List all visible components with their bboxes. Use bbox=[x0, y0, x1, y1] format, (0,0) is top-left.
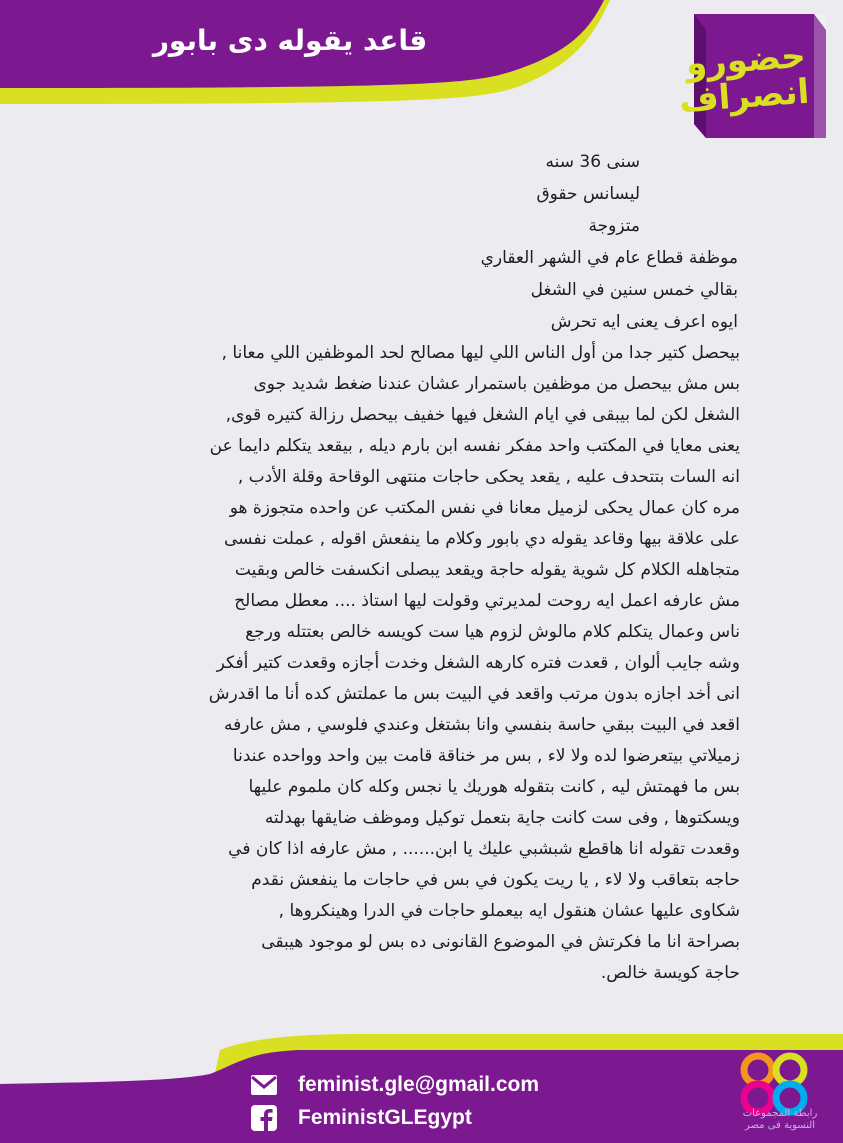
org-name-line-1: رابطة المجموعات bbox=[742, 1108, 818, 1119]
testimony-text bbox=[150, 146, 740, 989]
story-line: حاجه بتعاقب ولا لاء , يا ريت يكون في بس في حاجات ما ينفعش نقدم bbox=[251, 870, 740, 890]
profile-tenure: بقالي خمس سنين في الشغل bbox=[530, 280, 738, 300]
story-line: الشغل لكن لما بيبقى في ايام الشغل فيها خفيف بيحصل رزالة كتيره قوى, bbox=[225, 405, 740, 425]
mail-icon bbox=[250, 1072, 278, 1098]
story-line: على علاقة بيها وقاعد يقوله دي بابور وكلام ما ينفعش اقوله , عملت نفسى bbox=[224, 529, 740, 549]
story-line: ناس وعمال يتكلم كلام مالوش لزوم هيا ست كويسه خالص بعتتله ورجع bbox=[245, 622, 740, 642]
story-line: متجاهله الكلام كل شوية يقوله حاجة ويقعد يبصلى انكسفت خالص وبقيت bbox=[234, 560, 740, 580]
email-contact[interactable] bbox=[250, 1070, 539, 1100]
story-line: بس مش بيحصل من موظفين باستمرار عشان عندنا ضغط شديد جوى bbox=[253, 374, 740, 394]
story-line: شكاوى عليها عشان هنقول ايه بيعملو حاجات في الدرا وهينكروها , bbox=[278, 901, 740, 921]
story-line: انه السات بتتحدف عليه , يقعد يحكى حاجات منتهى الوقاحة وقلة الأدب , bbox=[237, 467, 740, 487]
logo-line-2: انصراف bbox=[677, 71, 811, 121]
email-address[interactable]: feminist.gle@gmail.com bbox=[298, 1073, 540, 1096]
story-line: وقعدت تقوله انا هاقطع شبشبي عليك يا ابن...... , مش عارفه اذا كان في bbox=[228, 839, 740, 859]
org-name bbox=[730, 1108, 830, 1132]
profile-awareness: ايوه اعرف يعنى ايه تحرش bbox=[550, 312, 738, 332]
logo-line-1: حضورو bbox=[684, 35, 808, 85]
story-line: يعنى معايا في المكتب واحد مفكر نفسه ابن بارم ديله , بيقعد يتكلم دايما عن bbox=[209, 436, 740, 456]
org-name-line-2: النسوية فى مصر bbox=[744, 1120, 816, 1131]
story-line: بصراحة انا ما فكرتش في الموضوع القانونى ده بس لو موجود هيبقى bbox=[261, 932, 740, 952]
profile-education: ليسانس حقوق bbox=[536, 184, 640, 204]
story-line: بيحصل كتير جدا من أول الناس اللي ليها مصالح لحد الموظفين اللي معانا , bbox=[221, 343, 740, 363]
page-title: قاعد يقوله دى بابور bbox=[152, 24, 428, 57]
story-line: اقعد في البيت ببقي حاسة بنفسي وانا بشتغل وعندي فلوسي , مش عارفه bbox=[223, 715, 740, 735]
story-line: زميلاتي بيتعرضوا لده ولا لاء , بس مر خناقة قامت بين واحد وواحده عندنا bbox=[232, 746, 740, 766]
facebook-icon bbox=[250, 1105, 278, 1131]
story-line: وشه جايب ألوان , قعدت فتره كارهه الشغل وخدت أجازه وقعدت كتير أفكر bbox=[216, 653, 740, 673]
story-line: مره كان عمال يحكى لزميل معانا في نفس المكتب عن واحده متجوزة هو bbox=[229, 498, 740, 518]
facebook-contact[interactable] bbox=[250, 1103, 472, 1133]
story-line: انى أخد اجازه بدون مرتب واقعد في البيت بس ما عملتش كده أنا ما اقدرش bbox=[208, 684, 740, 704]
facebook-handle[interactable]: FeministGLEgypt bbox=[298, 1106, 472, 1129]
profile-job: موظفة قطاع عام في الشهر العقاري bbox=[480, 248, 738, 268]
profile-age: سنى 36 سنه bbox=[545, 152, 640, 172]
story-line: مش عارفه اعمل ايه روحت لمديرتي وقولت ليها استاذ .... معطل مصالح bbox=[234, 591, 740, 611]
story-line: حاجة كويسة خالص. bbox=[600, 963, 740, 983]
profile-marital-status: متزوجة bbox=[588, 216, 640, 236]
logo-wordmark bbox=[677, 35, 811, 121]
story-line: بس ما فهمتش ليه , كانت بتقوله هوريك يا نجس وكله كان ملموم عليها bbox=[248, 777, 740, 797]
story-line: ويسكتوها , وفى ست كانت جاية بتعمل توكيل وموظف ضايقها بهدلته bbox=[264, 808, 740, 828]
